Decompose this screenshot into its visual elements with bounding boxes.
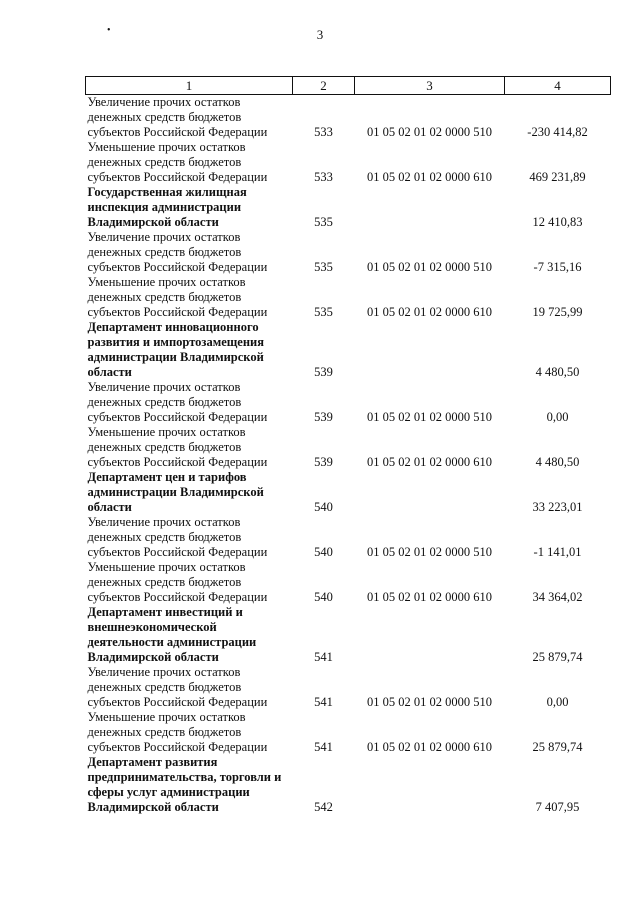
- row-name: Уменьшение прочих остатков денежных средств бюджетов субъектов Российской Федерации: [87, 425, 268, 469]
- table-row: [86, 230, 611, 275]
- row-name: Увеличение прочих остатков денежных средств бюджетов субъектов Российской Федерации: [87, 515, 268, 559]
- row-admin-code: 539: [314, 365, 333, 379]
- row-amount: 34 364,02: [532, 590, 583, 604]
- row-budget-code: 01 05 02 01 02 0000 510: [367, 125, 492, 139]
- table-row: [86, 380, 611, 425]
- row-name: Уменьшение прочих остатков денежных средств бюджетов субъектов Российской Федерации: [87, 275, 268, 319]
- table-row: [86, 560, 611, 605]
- row-budget-code: 01 05 02 01 02 0000 510: [367, 545, 492, 559]
- row-amount: 0,00: [546, 410, 569, 424]
- row-amount: -1 141,01: [533, 545, 582, 559]
- row-admin-code: 540: [314, 500, 333, 514]
- row-name: Уменьшение прочих остатков денежных средств бюджетов субъектов Российской Федерации: [87, 140, 268, 184]
- row-amount: 4 480,50: [535, 365, 580, 379]
- row-name: Увеличение прочих остатков денежных средств бюджетов субъектов Российской Федерации: [87, 95, 268, 139]
- row-admin-code: 541: [314, 650, 333, 664]
- row-name: Уменьшение прочих остатков денежных средств бюджетов субъектов Российской Федерации: [87, 710, 268, 754]
- row-budget-code: 01 05 02 01 02 0000 610: [367, 170, 492, 184]
- row-admin-code: 542: [314, 800, 333, 814]
- budget-sources-table: [85, 76, 611, 815]
- row-name: Уменьшение прочих остатков денежных средств бюджетов субъектов Российской Федерации: [87, 560, 268, 604]
- table-header-row: [86, 77, 611, 95]
- row-budget-code: 01 05 02 01 02 0000 510: [367, 410, 492, 424]
- row-name: Департамент инновационного развития и импортозамещения администрации Владимирской области: [87, 320, 265, 379]
- table-row: [86, 710, 611, 755]
- row-admin-code: 535: [314, 305, 333, 319]
- row-amount: 33 223,01: [532, 500, 583, 514]
- row-admin-code: 535: [314, 215, 333, 229]
- row-amount: 0,00: [546, 695, 569, 709]
- row-budget-code: [355, 605, 505, 665]
- row-budget-code: 01 05 02 01 02 0000 610: [367, 740, 492, 754]
- department-row: [86, 755, 611, 815]
- row-budget-code: 01 05 02 01 02 0000 510: [367, 695, 492, 709]
- table-row: [86, 665, 611, 710]
- department-row: [86, 185, 611, 230]
- row-amount: 25 879,74: [532, 650, 583, 664]
- table-row: [86, 515, 611, 560]
- table-row: [86, 275, 611, 320]
- row-budget-code: [355, 755, 505, 815]
- row-name: Увеличение прочих остатков денежных средств бюджетов субъектов Российской Федерации: [87, 230, 268, 274]
- table-row: [86, 95, 611, 141]
- table-row: [86, 425, 611, 470]
- row-admin-code: 541: [314, 740, 333, 754]
- row-admin-code: 533: [314, 125, 333, 139]
- row-budget-code: 01 05 02 01 02 0000 610: [367, 590, 492, 604]
- row-amount: 469 231,89: [529, 170, 586, 184]
- row-admin-code: 535: [314, 260, 333, 274]
- page-number: 3: [316, 27, 324, 42]
- row-budget-code: 01 05 02 01 02 0000 610: [367, 305, 492, 319]
- row-name: Департамент цен и тарифов администрации Владимирской области: [87, 470, 264, 514]
- row-amount: 7 407,95: [535, 800, 580, 814]
- row-name: Увеличение прочих остатков денежных средств бюджетов субъектов Российской Федерации: [87, 380, 268, 424]
- row-amount: 4 480,50: [535, 455, 580, 469]
- row-budget-code: [355, 470, 505, 515]
- row-admin-code: 539: [314, 455, 333, 469]
- scan-speck: •: [107, 25, 111, 36]
- row-budget-code: 01 05 02 01 02 0000 610: [367, 455, 492, 469]
- row-budget-code: [355, 320, 505, 380]
- header-col-1: 1: [86, 77, 293, 95]
- row-amount: -7 315,16: [533, 260, 582, 274]
- row-admin-code: 541: [314, 695, 333, 709]
- department-row: [86, 320, 611, 380]
- table-row: [86, 140, 611, 185]
- row-name: Государственная жилищная инспекция администрации Владимирской области: [87, 185, 247, 229]
- header-col-2: 2: [293, 77, 355, 95]
- row-admin-code: 540: [314, 545, 333, 559]
- row-name: Департамент развития предпринимательства, торговли и сферы услуг администрации Владимирской области: [87, 755, 282, 814]
- row-amount: 25 879,74: [532, 740, 583, 754]
- header-col-4: 4: [505, 77, 611, 95]
- header-col-3: 3: [355, 77, 505, 95]
- row-amount: -230 414,82: [527, 125, 588, 139]
- row-admin-code: 540: [314, 590, 333, 604]
- row-budget-code: [355, 185, 505, 230]
- row-amount: 19 725,99: [532, 305, 583, 319]
- department-row: [86, 470, 611, 515]
- row-budget-code: 01 05 02 01 02 0000 510: [367, 260, 492, 274]
- department-row: [86, 605, 611, 665]
- row-name: Увеличение прочих остатков денежных средств бюджетов субъектов Российской Федерации: [87, 665, 268, 709]
- row-name: Департамент инвестиций и внешнеэкономической деятельности администрации Владимирской области: [87, 605, 257, 664]
- row-amount: 12 410,83: [532, 215, 583, 229]
- row-admin-code: 539: [314, 410, 333, 424]
- row-admin-code: 533: [314, 170, 333, 184]
